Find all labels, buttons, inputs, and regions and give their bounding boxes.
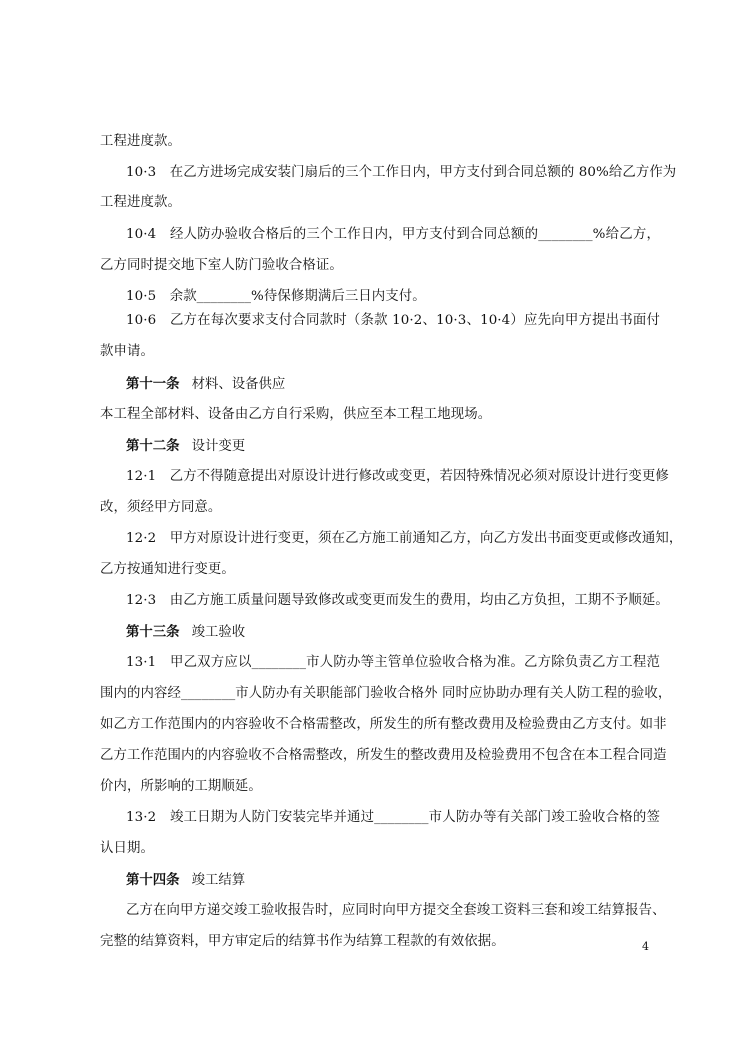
- paragraph-line: 乙方工作范围内的内容验收不合格需整改，所发生的整改费用及检验费用不包含在本工程合同造: [100, 748, 667, 763]
- page-number: 4: [642, 940, 649, 953]
- paragraph-line: 乙方在向甲方递交竣工验收报告时，应同时向甲方提交全套竣工资料三套和竣工结算报告、: [126, 903, 666, 918]
- clause-10-4-line: 10·4 经人防办验收合格后的三个工作日内，甲方支付到合同总额的________%给乙方，: [126, 227, 660, 242]
- article-title: 竣工结算: [191, 873, 246, 888]
- paragraph-line: 乙方按通知进行变更。: [100, 562, 235, 577]
- clause-13-1-line: 13·1 甲乙双方应以________市人防办等主管单位验收合格为准。乙方除负责乙方工程范: [126, 655, 660, 670]
- article-14-heading: [126, 870, 245, 891]
- paragraph-line: 围内的内容经________市人防办有关职能部门验收合格外 同时应协助办理有关人防工程的验收，: [100, 686, 672, 701]
- clause-12-2-line: 12·2 甲方对原设计进行变更，须在乙方施工前通知乙方，向乙方发出书面变更或修改通知，: [126, 531, 683, 546]
- clause-13-2-line: 13·2 竣工日期为人防门安装完毕并通过________市人防办等有关部门竣工验收合格的签: [126, 810, 660, 825]
- article-12-heading: [126, 436, 245, 457]
- article-number: 第十三条: [126, 624, 180, 640]
- paragraph-line: 本工程全部材料、设备由乙方自行采购，供应至本工程工地现场。: [100, 407, 492, 422]
- clause-12-3-line: 12·3 由乙方施工质量问题导致修改或变更而发生的费用，均由乙方负担，工期不予顺延。: [126, 593, 669, 608]
- paragraph-line: 认日期。: [100, 841, 154, 856]
- paragraph-line: 工程进度款。: [100, 195, 181, 210]
- paragraph-line: 款申请。: [100, 344, 154, 359]
- paragraph-line: 价内，所影响的工期顺延。: [100, 779, 262, 794]
- paragraph-line: 工程进度款。: [100, 134, 181, 149]
- paragraph-line: 改，须经甲方同意。: [100, 500, 222, 515]
- article-number: 第十一条: [126, 376, 180, 392]
- clause-10-3-line: 10·3 在乙方进场完成安装门扇后的三个工作日内，甲方支付到合同总额的 80%给乙方作为: [126, 165, 677, 180]
- paragraph-line: 如乙方工作范围内的内容验收不合格需整改，所发生的所有整改费用及检验费由乙方支付。如非: [100, 717, 667, 732]
- article-13-heading: [126, 622, 245, 643]
- paragraph-line: 完整的结算资料，甲方审定后的结算书作为结算工程款的有效依据。: [100, 934, 505, 949]
- clause-10-5-line: 10·5 余款________%待保修期满后三日内支付。: [126, 289, 426, 304]
- article-number: 第十二条: [126, 438, 180, 454]
- article-11-heading: [126, 374, 285, 395]
- clause-10-6-line: 10·6 乙方在每次要求支付合同款时（条款 10·2、10·3、10·4）应先向甲方提出书面付: [126, 313, 660, 328]
- article-number: 第十四条: [126, 872, 180, 888]
- article-title: 材料、设备供应: [191, 377, 286, 392]
- article-title: 竣工验收: [191, 625, 246, 640]
- paragraph-line: 乙方同时提交地下室人防门验收合格证。: [100, 258, 343, 273]
- article-title: 设计变更: [191, 439, 246, 454]
- clause-12-1-line: 12·1 乙方不得随意提出对原设计进行修改或变更，若因特殊情况必须对原设计进行变更修: [126, 469, 669, 484]
